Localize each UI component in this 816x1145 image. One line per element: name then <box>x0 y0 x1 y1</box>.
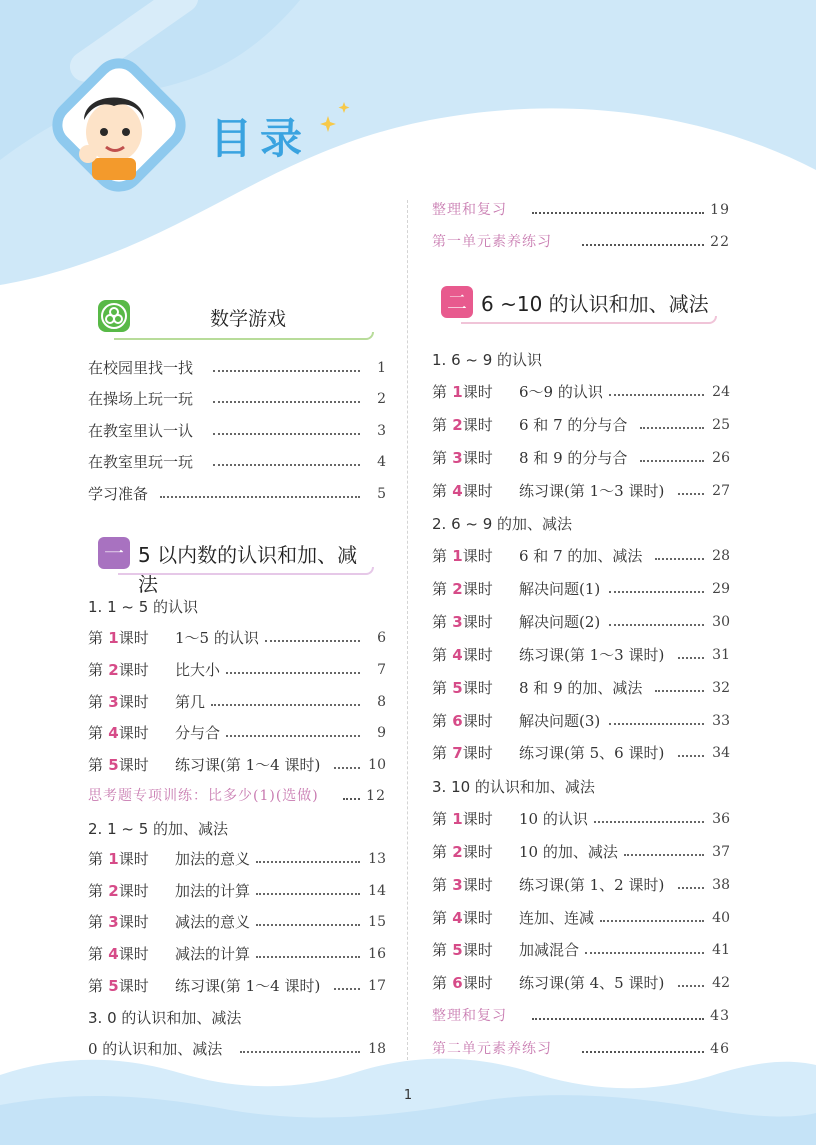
lesson-prefix: 第 <box>88 629 104 647</box>
lesson-number: 5 <box>447 679 463 697</box>
leader-dots <box>640 447 704 462</box>
lesson-title: 练习课(第 1、2 课时) <box>519 876 665 894</box>
toc-page-number: 1 <box>377 360 386 376</box>
lesson-entry[interactable] <box>432 414 730 436</box>
leader-dots <box>256 943 360 958</box>
lesson-suffix: 课时 <box>118 913 149 931</box>
toc-page-number: 18 <box>368 1041 386 1057</box>
toc-entry-label: 第二单元素养练习 <box>432 1041 552 1057</box>
lesson-entry[interactable] <box>432 381 730 403</box>
lesson-prefix: 第 <box>432 482 448 500</box>
unit-1-badge: 一 <box>98 537 130 569</box>
toc-page-number: 36 <box>712 811 730 827</box>
toc-page-number: 12 <box>366 788 386 804</box>
toc-page-number: 33 <box>712 713 730 729</box>
lesson-prefix: 第 <box>432 876 448 894</box>
lesson-entry[interactable] <box>432 578 730 600</box>
section-heading: 3. 0 的认识和加、减法 <box>88 1009 242 1027</box>
lesson-number: 1 <box>103 629 119 647</box>
leader-dots <box>582 1038 704 1053</box>
sparkle-icon <box>318 102 354 132</box>
toc-entry-label: 在教室里玩一玩 <box>88 453 194 471</box>
unit-2-badge: 二 <box>441 286 473 318</box>
lesson-number: 3 <box>103 913 119 931</box>
lesson-prefix: 第 <box>432 909 448 927</box>
lesson-prefix: 第 <box>432 712 448 730</box>
lesson-suffix: 课时 <box>462 646 493 664</box>
lesson-entry[interactable] <box>88 848 386 870</box>
lesson-suffix: 课时 <box>462 613 493 631</box>
lesson-number: 3 <box>447 449 463 467</box>
leader-dots <box>240 1038 360 1053</box>
lesson-suffix: 课时 <box>462 449 493 467</box>
toc-page-number: 10 <box>368 757 386 773</box>
lesson-suffix: 课时 <box>462 383 493 401</box>
lesson-number: 4 <box>103 724 119 742</box>
lesson-entry[interactable] <box>432 611 730 633</box>
lesson-entry[interactable] <box>432 742 730 764</box>
toc-page-number: 34 <box>712 745 730 761</box>
leader-dots <box>678 644 704 659</box>
leader-dots <box>213 420 360 435</box>
leader-dots <box>609 611 704 626</box>
lesson-number: 2 <box>103 882 119 900</box>
leader-dots <box>256 848 360 863</box>
lesson-prefix: 第 <box>432 679 448 697</box>
lesson-prefix: 第 <box>432 974 448 992</box>
lesson-entry[interactable] <box>432 447 730 469</box>
leader-dots <box>655 545 704 560</box>
leader-dots <box>211 691 360 706</box>
lesson-number: 1 <box>447 547 463 565</box>
lesson-prefix: 第 <box>432 613 448 631</box>
lesson-number: 1 <box>103 850 119 868</box>
lesson-title: 连加、连减 <box>519 909 595 927</box>
lesson-suffix: 课时 <box>462 876 493 894</box>
practice-entry[interactable] <box>432 231 730 253</box>
lesson-number: 1 <box>447 810 463 828</box>
lesson-suffix: 课时 <box>118 661 149 679</box>
toc-entry-label: 在教室里认一认 <box>88 422 194 440</box>
leader-dots <box>343 785 360 800</box>
lesson-entry[interactable] <box>88 659 386 681</box>
lesson-prefix: 第 <box>88 882 104 900</box>
toc-page-number: 2 <box>377 391 386 407</box>
toc-entry[interactable] <box>88 420 386 442</box>
toc-page-number: 13 <box>368 851 386 867</box>
lesson-number: 2 <box>447 416 463 434</box>
lesson-suffix: 课时 <box>462 941 493 959</box>
lesson-number: 6 <box>447 712 463 730</box>
lesson-prefix: 第 <box>432 744 448 762</box>
toc-page-number: 7 <box>377 662 386 678</box>
lesson-suffix: 课时 <box>462 679 493 697</box>
lesson-entry[interactable] <box>432 841 730 863</box>
lesson-title: 解决问题(3) <box>519 712 601 730</box>
toc-page-number: 4 <box>377 454 386 470</box>
toc-page-number: 38 <box>712 877 730 893</box>
toc-entry-label: 整理和复习 <box>432 202 507 218</box>
lesson-number: 3 <box>447 876 463 894</box>
lesson-title: 6 和 7 的分与合 <box>519 416 628 434</box>
leader-dots <box>678 874 704 889</box>
lesson-suffix: 课时 <box>118 850 149 868</box>
lesson-suffix: 课时 <box>118 945 149 963</box>
toc-page-number: 41 <box>712 942 730 958</box>
lesson-entry[interactable] <box>432 710 730 732</box>
lesson-prefix: 第 <box>88 693 104 711</box>
toc-page-number: 42 <box>712 975 730 991</box>
lesson-prefix: 第 <box>88 945 104 963</box>
toc-page-number: 31 <box>712 647 730 663</box>
lesson-entry[interactable] <box>88 880 386 902</box>
toc-entry-label: 在校园里找一找 <box>88 359 194 377</box>
lesson-title: 10 的加、减法 <box>519 843 618 861</box>
lesson-entry[interactable] <box>432 972 730 994</box>
lesson-suffix: 课时 <box>118 629 149 647</box>
toc-page-number: 17 <box>368 978 386 994</box>
lesson-suffix: 课时 <box>462 744 493 762</box>
leader-dots <box>582 231 704 246</box>
section-heading: 1. 1 ~ 5 的认识 <box>88 598 199 616</box>
lesson-title: 8 和 9 的加、减法 <box>519 679 643 697</box>
toc-entry-label: 学习准备 <box>88 485 149 503</box>
lesson-number: 1 <box>447 383 463 401</box>
toc-page-number: 14 <box>368 883 386 899</box>
lesson-title: 练习课(第 1～3 课时) <box>519 482 665 500</box>
lesson-entry[interactable] <box>432 480 730 502</box>
toc-entry[interactable] <box>88 357 386 379</box>
lesson-number: 5 <box>447 941 463 959</box>
clover-icon <box>98 300 130 332</box>
lesson-entry[interactable] <box>88 722 386 744</box>
toc-entry[interactable] <box>88 1038 386 1060</box>
lesson-title: 比大小 <box>175 661 221 679</box>
toc-entry[interactable] <box>88 388 386 410</box>
lesson-entry[interactable] <box>432 939 730 961</box>
leader-dots <box>334 754 360 769</box>
toc-page-number: 46 <box>710 1041 730 1057</box>
toc-entry-label: 0 的认识和加、减法 <box>88 1040 223 1058</box>
lesson-number: 6 <box>447 974 463 992</box>
toc-entry[interactable] <box>88 451 386 473</box>
section-underline <box>118 567 374 575</box>
lesson-prefix: 第 <box>432 580 448 598</box>
lesson-entry[interactable] <box>432 677 730 699</box>
lesson-title: 练习课(第 4、5 课时) <box>519 974 665 992</box>
lesson-suffix: 课时 <box>462 580 493 598</box>
leader-dots <box>256 911 360 926</box>
leader-dots <box>226 722 360 737</box>
leader-dots <box>594 808 704 823</box>
unit-2-header <box>441 286 717 322</box>
leader-dots <box>655 677 704 692</box>
lesson-title: 练习课(第 5、6 课时) <box>519 744 665 762</box>
toc-entry-label: 整理和复习 <box>432 1008 507 1024</box>
toc-entry-label: 第一单元素养练习 <box>432 234 552 250</box>
lesson-suffix: 课时 <box>118 977 149 995</box>
toc-page-number: 9 <box>377 725 386 741</box>
toc-page-number: 24 <box>712 384 730 400</box>
lesson-title: 8 和 9 的分与合 <box>519 449 628 467</box>
section-heading: 1. 6 ~ 9 的认识 <box>432 351 543 369</box>
practice-entry[interactable] <box>432 1038 730 1060</box>
lesson-suffix: 课时 <box>118 724 149 742</box>
lesson-suffix: 课时 <box>118 693 149 711</box>
leader-dots <box>532 199 704 214</box>
toc-page-number: 6 <box>377 630 386 646</box>
lesson-entry[interactable] <box>432 808 730 830</box>
lesson-number: 5 <box>103 756 119 774</box>
leader-dots <box>213 388 360 403</box>
leader-dots <box>678 972 704 987</box>
toc-page-number: 22 <box>710 234 730 250</box>
lesson-suffix: 课时 <box>462 843 493 861</box>
toc-page-number: 27 <box>712 483 730 499</box>
section-heading: 2. 1 ~ 5 的加、减法 <box>88 820 229 838</box>
toc-page-number: 3 <box>377 423 386 439</box>
lesson-title: 减法的计算 <box>175 945 251 963</box>
boy-mascot-icon <box>44 50 194 200</box>
lesson-number: 4 <box>447 646 463 664</box>
lesson-number: 5 <box>103 977 119 995</box>
leader-dots <box>265 627 360 642</box>
leader-dots <box>532 1005 704 1020</box>
leader-dots <box>609 710 704 725</box>
toc-page-number: 26 <box>712 450 730 466</box>
toc-page-number: 5 <box>377 486 386 502</box>
lesson-number: 4 <box>447 909 463 927</box>
lesson-suffix: 课时 <box>462 974 493 992</box>
lesson-title: 练习课(第 1～4 课时) <box>175 977 321 995</box>
lesson-suffix: 课时 <box>462 712 493 730</box>
lesson-title: 1～5 的认识 <box>175 629 259 647</box>
lesson-title: 加减混合 <box>519 941 580 959</box>
lesson-prefix: 第 <box>88 724 104 742</box>
leader-dots <box>256 880 360 895</box>
lesson-title: 解决问题(1) <box>519 580 601 598</box>
unit-2-title: 6 ~10 的认识和加、减法 <box>481 292 709 316</box>
game-section-header <box>98 298 374 340</box>
lesson-entry[interactable] <box>88 943 386 965</box>
lesson-number: 7 <box>447 744 463 762</box>
lesson-prefix: 第 <box>432 547 448 565</box>
lesson-entry[interactable] <box>88 975 386 997</box>
lesson-entry[interactable] <box>88 911 386 933</box>
leader-dots <box>609 381 704 396</box>
lesson-number: 2 <box>447 580 463 598</box>
lesson-number: 3 <box>447 613 463 631</box>
lesson-number: 4 <box>103 945 119 963</box>
section-heading: 2. 6 ~ 9 的加、减法 <box>432 515 573 533</box>
toc-page-number: 25 <box>712 417 730 433</box>
toc-page-number: 32 <box>712 680 730 696</box>
lesson-number: 3 <box>103 693 119 711</box>
lesson-suffix: 课时 <box>118 756 149 774</box>
lesson-entry[interactable] <box>88 754 386 776</box>
lesson-entry[interactable] <box>432 644 730 666</box>
lesson-title: 加法的计算 <box>175 882 251 900</box>
section-underline <box>461 316 717 324</box>
lesson-prefix: 第 <box>432 449 448 467</box>
unit-1-header <box>98 537 374 596</box>
toc-page-number: 16 <box>368 946 386 962</box>
toc-entry[interactable] <box>88 483 386 505</box>
leader-dots <box>609 578 704 593</box>
game-section-title: 数学游戏 <box>210 308 287 330</box>
lesson-entry[interactable] <box>432 545 730 567</box>
leader-dots <box>624 841 704 856</box>
lesson-prefix: 第 <box>432 941 448 959</box>
lesson-suffix: 课时 <box>462 810 493 828</box>
lesson-suffix: 课时 <box>118 882 149 900</box>
review-entry[interactable] <box>432 1005 730 1027</box>
lesson-prefix: 第 <box>432 646 448 664</box>
leader-dots <box>678 742 704 757</box>
lesson-suffix: 课时 <box>462 482 493 500</box>
toc-entry-label: 在操场上玩一玩 <box>88 390 194 408</box>
toc-page-number: 30 <box>712 614 730 630</box>
toc-page-number: 37 <box>712 844 730 860</box>
lesson-prefix: 第 <box>432 383 448 401</box>
leader-dots <box>334 975 360 990</box>
toc-page-number: 40 <box>712 910 730 926</box>
lesson-number: 4 <box>447 482 463 500</box>
lesson-prefix: 第 <box>88 850 104 868</box>
toc-page-number: 8 <box>377 694 386 710</box>
lesson-title: 练习课(第 1～4 课时) <box>175 756 321 774</box>
leader-dots <box>213 451 360 466</box>
lesson-title: 6 和 7 的加、减法 <box>519 547 643 565</box>
unit-1-title: 5 以内数的认识和加、减法 <box>138 543 358 596</box>
leader-dots <box>640 414 704 429</box>
lesson-title: 6～9 的认识 <box>519 383 603 401</box>
lesson-entry[interactable] <box>88 691 386 713</box>
leader-dots <box>678 480 704 495</box>
leader-dots <box>160 483 360 498</box>
toc-entry-label: 思考题专项训练：比多少(1)(选做) <box>88 788 319 804</box>
page-title: 目录 <box>210 114 311 163</box>
lesson-entry[interactable] <box>88 627 386 649</box>
section-underline <box>114 332 374 340</box>
leader-dots <box>226 659 360 674</box>
lesson-title: 解决问题(2) <box>519 613 601 631</box>
lesson-title: 分与合 <box>175 724 221 742</box>
lesson-title: 减法的意义 <box>175 913 251 931</box>
lesson-title: 第几 <box>175 693 206 711</box>
lesson-prefix: 第 <box>88 756 104 774</box>
lesson-prefix: 第 <box>88 913 104 931</box>
lesson-title: 练习课(第 1～3 课时) <box>519 646 665 664</box>
lesson-number: 2 <box>103 661 119 679</box>
special-training-entry[interactable] <box>88 785 386 807</box>
page-number: 1 <box>403 1088 413 1103</box>
lesson-entry[interactable] <box>432 874 730 896</box>
leader-dots <box>213 357 360 372</box>
review-entry[interactable] <box>432 199 730 221</box>
lesson-prefix: 第 <box>88 661 104 679</box>
lesson-suffix: 课时 <box>462 416 493 434</box>
lesson-title: 加法的意义 <box>175 850 251 868</box>
toc-page-number: 19 <box>710 202 730 218</box>
lesson-title: 10 的认识 <box>519 810 588 828</box>
lesson-prefix: 第 <box>432 810 448 828</box>
toc-page-number: 15 <box>368 914 386 930</box>
lesson-prefix: 第 <box>88 977 104 995</box>
leader-dots <box>600 907 704 922</box>
toc-page-number: 28 <box>712 548 730 564</box>
lesson-suffix: 课时 <box>462 547 493 565</box>
section-heading: 3. 10 的认识和加、减法 <box>432 778 595 796</box>
toc-page-number: 43 <box>710 1008 730 1024</box>
lesson-entry[interactable] <box>432 907 730 929</box>
lesson-prefix: 第 <box>432 843 448 861</box>
leader-dots <box>585 939 704 954</box>
lesson-number: 2 <box>447 843 463 861</box>
column-divider <box>407 200 408 1060</box>
toc-page-number: 29 <box>712 581 730 597</box>
lesson-suffix: 课时 <box>462 909 493 927</box>
lesson-prefix: 第 <box>432 416 448 434</box>
